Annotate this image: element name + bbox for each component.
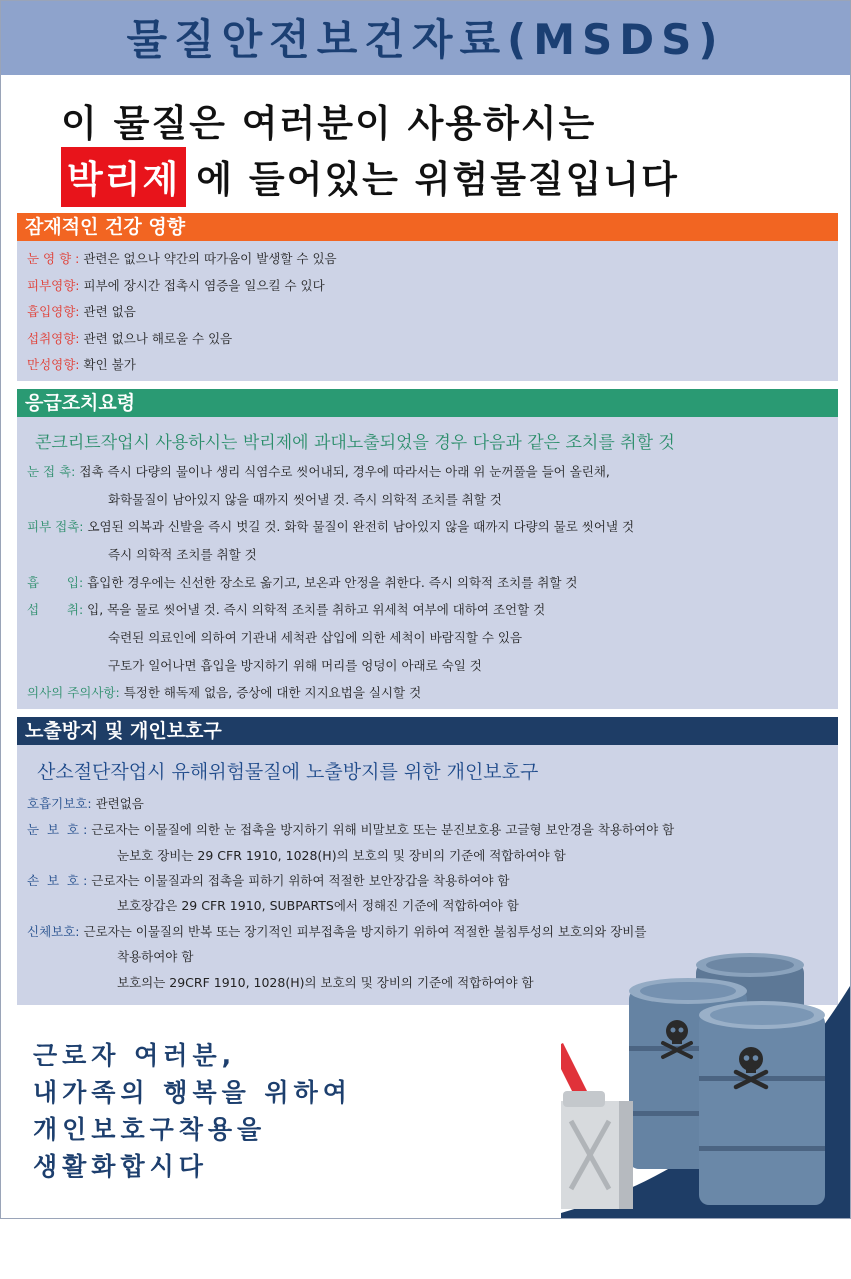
firstaid-item: 즉시 의학적 조치를 취할 것 [108,547,257,562]
health-item [27,355,136,373]
health-item-text: 관련 없으나 해로울 수 있음 [83,331,233,346]
protection-item-label: 호흡기보호: [27,796,92,811]
protection-item: 눈보호 장비는 29 CFR 1910, 1028(H)의 보호의 및 장비의 기준에 적합하여야 함 [117,848,566,863]
protection-intro: 산소절단작업시 유해위험물질에 노출방지를 위한 개인보호구 [37,761,539,783]
firstaid-item-text: 흡입한 경우에는 신선한 장소로 옮기고, 보온과 안정을 취한다. 즉시 의학적 조치를 취할 것 [87,575,578,590]
protection-item-text: 관련없음 [95,796,144,811]
firstaid-item: 화학물질이 남아있지 않을 때까지 씻어낼 것. 즉시 의학적 조치를 취할 것 [108,492,502,507]
firstaid-item-text: 오염된 의복과 신발을 즉시 벗길 것. 화학 물질이 완전히 남아있지 않을 때까지 다량의 물로 씻어낼 것 [87,519,635,534]
firstaid-section-body [17,417,838,709]
slogan-line: 생활화합시다 [33,1152,208,1181]
health-item-text: 확인 불가 [83,357,136,372]
firstaid-item [27,517,634,535]
firstaid-item [27,600,545,618]
firstaid-item: 구토가 일어나면 흡입을 방지하기 위해 머리를 엉덩이 아래로 숙일 것 [108,658,482,673]
protection-item [27,922,646,940]
firstaid-item-text: 특정한 해독제 없음, 증상에 대한 지지요법을 실시할 것 [123,685,422,700]
firstaid-section-heading: 응급조치요령 [17,389,838,417]
protection-item [27,794,144,812]
firstaid-item [27,462,610,480]
title-band [1,1,850,75]
health-item-label: 흡입영향: [27,304,80,319]
health-item-label: 눈 영 향 : [27,251,80,266]
protection-item: 보호의는 29CRF 1910, 1028(H)의 보호의 및 장비의 기준에 적합하여야 함 [117,975,534,990]
firstaid-item: 숙련된 의료인에 의하여 기관내 세척관 삽입에 의한 세척이 바람직할 수 있음 [108,630,523,645]
protection-item-text: 근로자는 이물질에 의한 눈 접촉을 방지하기 위해 비말보호 또는 분진보호용 고글형 보안경을 착용하여야 함 [91,822,675,837]
firstaid-item-label: 피부 접촉: [27,519,84,534]
firstaid-item-text: 접촉 즉시 다량의 물이나 생리 식염수로 씻어내되, 경우에 따라서는 아래 위 눈꺼풀을 들어 올린채, [79,464,610,479]
slogan-line: 근로자 여러분, [33,1041,237,1070]
protection-item [27,871,510,889]
firstaid-item [27,573,578,591]
firstaid-item-label: 의사의 주의사항: [27,685,120,700]
firstaid-item [27,683,421,701]
protection-item-text: 근로자는 이물질의 반복 또는 장기적인 피부접촉을 방지하기 위하여 적절한 불침투성의 보호의와 장비를 [83,924,647,939]
health-section-body [17,241,838,381]
jerrycan-icon [561,1043,633,1209]
firstaid-intro: 콘크리트작업시 사용하시는 박리제에 과대노출되었을 경우 다음과 같은 조치를 취할 것 [35,433,675,453]
hazard-illustration [561,931,850,1218]
headline-line-2 [61,147,679,207]
health-item-text: 피부에 장시간 접촉시 염증을 일으킬 수 있다 [83,278,325,293]
health-item [27,276,325,294]
health-section-heading: 잠재적인 건강 영향 [17,213,838,241]
firstaid-item-text: 입, 목을 물로 씻어낼 것. 즉시 의학적 조치를 취하고 위세척 여부에 대하여 조언할 것 [87,602,546,617]
page-title: 물질안전보건자료(MSDS) [126,15,725,64]
firstaid-item-label: 섭 취: [27,602,84,617]
safety-slogan [33,1037,352,1185]
health-item-label: 섭취영향: [27,331,80,346]
protection-item-label: 눈 보 호 : [27,822,88,837]
highlight-product-name: 박리제 [61,147,186,207]
protection-item-text: 근로자는 이물질과의 접촉을 피하기 위하여 적절한 보안장갑을 착용하여야 함 [91,873,510,888]
protection-item-label: 신체보호: [27,924,80,939]
health-item [27,329,232,347]
slogan-line: 내가족의 행복을 위하여 [33,1078,352,1107]
firstaid-item-label: 흡 입: [27,575,84,590]
health-item-text: 관련은 없으나 약간의 따가움이 발생할 수 있음 [83,251,337,266]
barrel-icon [699,1001,825,1205]
health-item [27,249,337,267]
headline-line-1: 이 물질은 여러분이 사용하시는 [61,102,597,145]
health-item-text: 관련 없음 [83,304,136,319]
slogan-line: 개인보호구착용을 [33,1115,267,1144]
headline-line-2-rest: 에 들어있는 위험물질입니다 [196,158,679,201]
protection-item: 착용하여야 함 [117,949,194,964]
firstaid-item-label: 눈 접 촉: [27,464,76,479]
health-item-label: 피부영향: [27,278,80,293]
health-item-label: 만성영향: [27,357,80,372]
protection-section-heading: 노출방지 및 개인보호구 [17,717,838,745]
protection-item: 보호장갑은 29 CFR 1910, SUBPARTS에서 정해진 기준에 적합하여야 함 [117,898,519,913]
protection-item [27,820,674,838]
health-item [27,302,136,320]
protection-item-label: 손 보 호 : [27,873,88,888]
